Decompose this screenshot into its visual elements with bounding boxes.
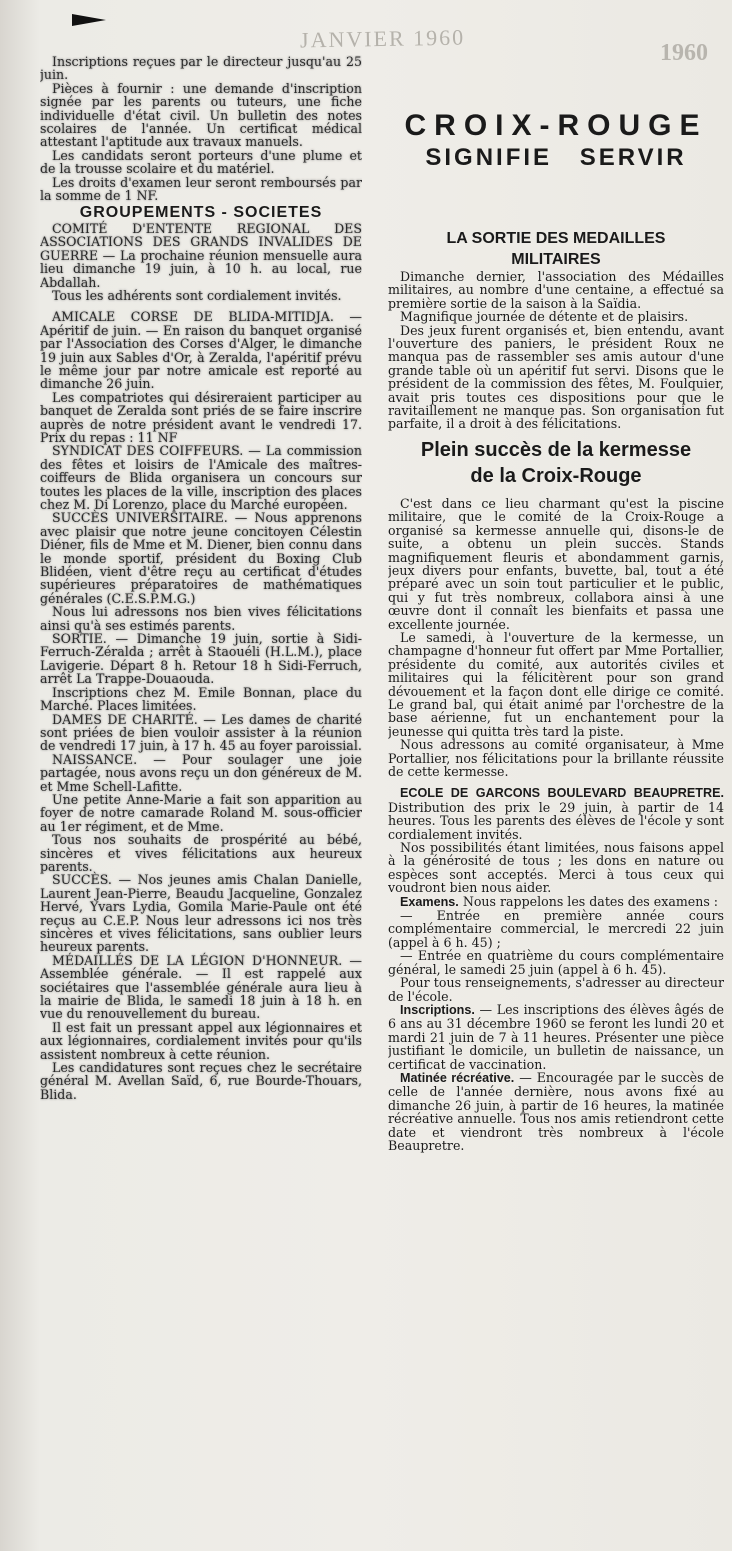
bleed-through-year: 1960	[660, 40, 708, 66]
left-item: Les candidatures sont reçues chez le secrétaire général M. Avellan Saïd, 6, rue Bourde-Thouars, Blida.	[40, 1060, 362, 1102]
ecole-heading: ECOLE DE GARCONS BOULEVARD BEAUPRETRE.	[400, 786, 724, 801]
inscriptions-label: Inscriptions.	[400, 1002, 475, 1017]
heading-kermesse	[388, 437, 724, 489]
medailles-paragraph: Magnifique journée de détente et de plaisirs.	[400, 309, 689, 325]
left-item: DAMES DE CHARITÉ. — Les dames de charité sont priées de bien vouloir assister à la réunion de vendredi 17 juin, à 17 h. 45 au foyer paroissial.	[40, 711, 362, 754]
headline-croix-rouge: CROIX-ROUGE	[404, 110, 708, 142]
ecole-paragraph: Nos possibilités étant limitées, nous faisons appel à la générosité de tous ; les dons en nature ou espèces sont acceptés. Merci à tous ceux qui voudront bien nous aider.	[388, 840, 724, 896]
left-item: SUCCÈS UNIVERSITAIRE. — Nous apprenons avec plaisir que notre jeune concitoyen Célestin Diéner, fils de Mme et M. Diener, bien connu dans le monde sportif, président du Boxing Club Blidéen, vient d'être reçu au certificat d'études supérieures préparatoires de mathématiques générales (C.E.S.P.M.G.)	[40, 510, 362, 606]
left-column	[40, 55, 362, 1545]
left-item: Tous nos souhaits de prospérité au bébé, sincères et vives félicitations aux heureux parents.	[40, 832, 362, 874]
left-item: COMITÉ D'ENTENTE REGIONAL DES ASSOCIATIONS DES GRANDS INVALIDES DE GUERRE — La prochaine réunion mensuelle aura lieu dimanche 19 juin, à 10 h. au local, rue Abdallah.	[40, 220, 362, 290]
arrow-marker-icon	[72, 14, 106, 26]
left-item: Inscriptions chez M. Emile Bonnan, place du Marché. Places limitées.	[40, 684, 362, 714]
heading-medailles-line2: MILITAIRES	[511, 251, 601, 268]
left-section-body	[40, 222, 362, 1101]
left-item: Nous lui adressons nos bien vives félicitations ainsi qu'à ses estimés parents.	[40, 604, 362, 633]
kermesse-paragraph: C'est dans ce lieu charmant qu'est la piscine militaire, que le comité de la Croix-Rouge a organisé sa kermesse annuelle qui, disons-le de suite, a obtenu un plein succès. Stands magnifiquement fleuris et abondamment garnis, jeux divers pour enfants, buvette, bal, tout a été préparé avec un soin tout particulier et le public, qui y fut très nombreux, collabora ainsi à une œuvre dont il connaît les bienfaits et passa une excellente journée.	[388, 495, 724, 632]
right-column	[388, 110, 724, 1550]
examens-paragraph	[388, 895, 724, 909]
left-item: SORTIE. — Dimanche 19 juin, sortie à Sidi-Ferruch-Zéralda ; arrêt à Staouéli (H.L.M.), place Lavigerie. Départ 8 h. Retour 18 h Sidi-Ferruch, arrêt La Trappe-Douaouda.	[40, 631, 362, 687]
bleed-through-date: JANVIER 1960	[299, 24, 466, 53]
left-intro	[40, 55, 362, 202]
inscriptions-paragraph	[388, 1003, 724, 1071]
left-item: Une petite Anne-Marie a fait son apparition au foyer de notre camarade Roland M. sous-officier au 1er régiment, et de Mme.	[40, 791, 362, 834]
heading-kermesse-line1: Plein succès de la kermesse	[420, 438, 692, 461]
left-item: MÉDAILLÉS DE LA LÉGION D'HONNEUR. — Assemblée générale. — Il est rappelé aux sociétaires que l'assemblée générale aura lieu à la mairie de Blida, le samedi 18 juin à 18 h. en vue du renouvellement du bureau.	[40, 952, 362, 1022]
heading-medailles-line1: LA SORTIE DES MEDAILLES	[446, 230, 666, 247]
left-item: SUCCÈS. — Nos jeunes amis Chalan Danielle, Laurent Jean-Pierre, Beaudu Jacqueline, Gonzalez Hervé, Yvars Lydia, Gomila Marie-Paule ont été reçus au C.E.P. Nous leur adressons ici nos très sincères et vives félicitations, sans oublier leurs heureux parents.	[40, 872, 362, 955]
examens-item: — Entrée en quatrième du cours complémentaire général, le samedi 25 juin (appel à 6 h. 45).	[388, 948, 724, 977]
kermesse-paragraph: Le samedi, à l'ouverture de la kermesse, un champagne d'honneur fut offert par Mme Portallier, présidente du comité, aux autorités civiles et militaires qui la félicitèrent pour son grand dévouement et la façon dont elle dirige ce comité. Le grand bal, qui était animé par l'orchestre de la base aérienne, fut un enchantement pour la jeunesse qui quitta très tard la piste.	[388, 629, 724, 739]
left-item: Les compatriotes qui désireraient participer au banquet de Zeralda sont priés de se faire inscrire auprès de notre président avant le vendredi 17. Prix du repas : 11 NF	[40, 389, 362, 445]
examens-item: Pour tous renseignements, s'adresser au directeur de l'école.	[388, 975, 724, 1004]
left-paragraph: Les droits d'examen leur seront remboursés par la somme de 1 NF.	[40, 174, 362, 204]
matinee-text: — Encouragée par le succès de celle de l'année dernière, nous avons fixé au dimanche 26 juin, à partir de 16 heures, la matinée récréative annuelle. Tous nos amis retiendront cette date et viendront très nombreux à l'école Beaupretre.	[388, 1069, 724, 1153]
left-item: AMICALE CORSE DE BLIDA-MITIDJA. — Apéritif de juin. — En raison du banquet organisé par l'Association des Corses d'Alger, le dimanche 19 juin aux Sables d'Or, à Zeralda, l'apéritif prévu le même jour par notre amicale est reporté au dimanche 26 juin.	[40, 309, 362, 392]
section-heading-societes: GROUPEMENTS - SOCIETES	[79, 204, 323, 222]
inscriptions-text: — Les inscriptions des élèves âgés de 6 ans au 31 décembre 1960 se feront les lundi 20 et mardi 21 juin de 7 à 11 heures. Présenter une pièce justifiant le domicile, un bulletin de naissance, un certificat de vaccination.	[388, 1001, 724, 1072]
left-paragraph: Pièces à fournir : une demande d'inscription signée par les parents ou tuteurs, une fiche individuelle d'état civil. Un bulletin des notes scolaires de l'année. Un certificat médical attestant l'aptitude aux travaux manuels.	[40, 80, 362, 150]
examens-label: Examens.	[400, 894, 459, 909]
left-item: Tous les adhérents sont cordialement invités.	[52, 287, 342, 303]
medailles-paragraph: Dimanche dernier, l'association des Médailles militaires, au nombre d'une centaine, a effectué sa première sortie de la saison à la Saïdia.	[388, 269, 724, 311]
left-item: NAISSANCE. — Pour soulager une joie partagée, nous avons reçu un don généreux de M. et Mme Schell-Lafitte.	[40, 751, 362, 794]
examens-item: — Entrée en première année cours complémentaire commercial, le mercredi 22 juin (appel à 6 h. 45) ;	[388, 908, 724, 950]
matinee-label: Matinée récréative.	[400, 1070, 515, 1085]
kermesse-paragraph: Nous adressons au comité organisateur, à Mme Portallier, nos félicitations pour la brillante réussite de cette kermesse.	[388, 737, 724, 779]
headline-signifie-servir: SIGNIFIE SERVIR	[425, 144, 687, 171]
left-item: Il est fait un pressant appel aux légionnaires et aux légionnaires, cordialement invités pour qu'ils assistent nombreux à cette réunion.	[40, 1019, 362, 1062]
ecole-first-paragraph	[388, 786, 724, 841]
left-paragraph: Les candidats seront porteurs d'une plume et de la trousse scolaire et du matériel.	[40, 147, 362, 177]
matinee-paragraph	[388, 1071, 724, 1152]
ecole-first-text: Distribution des prix le 29 juin, à partir de 14 heures. Tous les parents des élèves de l'école y sont cordialement invités.	[388, 799, 724, 842]
medailles-paragraph: Des jeux furent organisés et, bien entendu, avant l'ouverture des paniers, le président Roux ne manqua pas de rassembler ses amis autour d'une grande table où un apéritif fut servi. Disons que le président de la commission des fêtes, M. Foulquier, avait pris toutes ces dispositions pour que le ravitaillement ne manque pas. Son organisation fut parfaite, il a droit à des félicitations.	[388, 322, 724, 432]
examens-text: Nous rappelons les dates des examens :	[462, 893, 719, 909]
left-paragraph: Inscriptions reçues par le directeur jusqu'au 25 juin.	[40, 55, 362, 83]
left-item: SYNDICAT DES COIFFEURS. — La commission des fêtes et loisirs de l'Amicale des maîtres-coiffeurs de Blida organisera un concours sur toutes les places de la ville, inscription des places chez M. Di Lorenzo, place du Marché européen.	[40, 443, 362, 512]
heading-kermesse-line2: de la Croix-Rouge	[470, 464, 642, 487]
